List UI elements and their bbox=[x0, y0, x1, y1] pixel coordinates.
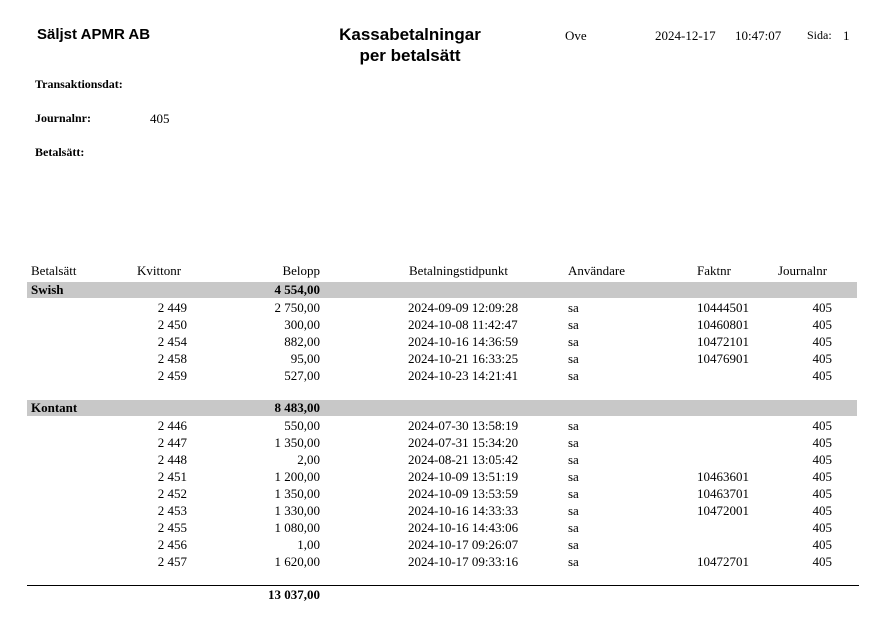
col-journal: Journalnr bbox=[778, 263, 828, 278]
table-row bbox=[0, 333, 894, 350]
payment-method-label: Betalsätt: bbox=[35, 145, 85, 159]
payment-timestamp: 2024-10-09 13:53:59 bbox=[408, 486, 519, 501]
invoice-number: 10476901 bbox=[697, 351, 749, 366]
payment-timestamp: 2024-09-09 12:09:28 bbox=[408, 300, 519, 315]
journal-number: 405 bbox=[812, 351, 832, 366]
journal-number: 405 bbox=[812, 334, 832, 349]
journal-number: 405 bbox=[812, 554, 832, 569]
invoice-number: 10472101 bbox=[697, 334, 749, 349]
user: sa bbox=[568, 317, 579, 332]
group-subtotal: 8 483,00 bbox=[274, 400, 320, 415]
user: sa bbox=[568, 537, 579, 552]
user: sa bbox=[568, 554, 579, 569]
report-date: 2024-12-17 bbox=[655, 28, 716, 43]
payment-timestamp: 2024-07-31 15:34:20 bbox=[408, 435, 519, 450]
payment-timestamp: 2024-10-08 11:42:47 bbox=[408, 317, 518, 332]
table-row bbox=[0, 502, 894, 519]
payment-timestamp: 2024-10-21 16:33:25 bbox=[408, 351, 519, 366]
journal-value: 405 bbox=[150, 111, 170, 126]
invoice-number: 10444501 bbox=[697, 300, 749, 315]
journal-number: 405 bbox=[812, 520, 832, 535]
total-rule bbox=[27, 585, 859, 586]
receipt-number: 2 455 bbox=[157, 520, 187, 535]
journal-number: 405 bbox=[812, 537, 832, 552]
journal-number: 405 bbox=[812, 452, 832, 467]
report-title-line1: Kassabetalningar bbox=[339, 25, 481, 44]
table-row bbox=[0, 367, 894, 384]
journal-number: 405 bbox=[812, 368, 832, 383]
amount: 2,00 bbox=[297, 452, 320, 467]
receipt-number: 2 447 bbox=[157, 435, 187, 450]
receipt-number: 2 453 bbox=[157, 503, 187, 518]
group-rows-kontant bbox=[0, 417, 894, 570]
group-name: Swish bbox=[31, 282, 64, 297]
payment-timestamp: 2024-07-30 13:58:19 bbox=[408, 418, 519, 433]
table-row bbox=[0, 434, 894, 451]
group-rows-swish bbox=[0, 299, 894, 384]
amount: 95,00 bbox=[290, 351, 320, 366]
journal-number: 405 bbox=[812, 300, 832, 315]
user: sa bbox=[568, 520, 579, 535]
table-row bbox=[0, 468, 894, 485]
receipt-number: 2 446 bbox=[157, 418, 187, 433]
journal-number: 405 bbox=[812, 486, 832, 501]
user: sa bbox=[568, 334, 579, 349]
amount: 1 330,00 bbox=[274, 503, 320, 518]
page-number: 1 bbox=[843, 28, 850, 43]
transaction-date-label: Transaktionsdat: bbox=[35, 77, 123, 91]
table-row bbox=[0, 485, 894, 502]
group-subtotal: 4 554,00 bbox=[274, 282, 320, 297]
user: sa bbox=[568, 351, 579, 366]
payment-timestamp: 2024-08-21 13:05:42 bbox=[408, 452, 519, 467]
table-row bbox=[0, 316, 894, 333]
payment-timestamp: 2024-10-16 14:43:06 bbox=[408, 520, 519, 535]
receipt-number: 2 448 bbox=[157, 452, 187, 467]
user: sa bbox=[568, 368, 579, 383]
amount: 1 080,00 bbox=[274, 520, 320, 535]
receipt-number: 2 452 bbox=[157, 486, 187, 501]
col-amount: Belopp bbox=[282, 263, 320, 278]
amount: 1,00 bbox=[297, 537, 320, 552]
payment-timestamp: 2024-10-17 09:26:07 bbox=[408, 537, 519, 552]
amount: 550,00 bbox=[284, 418, 320, 433]
company-name: Säljst APMR AB bbox=[37, 26, 151, 43]
receipt-number: 2 459 bbox=[157, 368, 187, 383]
amount: 1 620,00 bbox=[274, 554, 320, 569]
journal-label: Journalnr: bbox=[35, 111, 92, 125]
grand-total: 13 037,00 bbox=[268, 587, 320, 602]
payment-timestamp: 2024-10-23 14:21:41 bbox=[408, 368, 519, 383]
amount: 2 750,00 bbox=[274, 300, 320, 315]
table-row bbox=[0, 536, 894, 553]
amount: 1 350,00 bbox=[274, 486, 320, 501]
payment-timestamp: 2024-10-16 14:33:33 bbox=[408, 503, 519, 518]
col-timestamp: Betalningstidpunkt bbox=[409, 263, 508, 278]
user: sa bbox=[568, 469, 579, 484]
amount: 300,00 bbox=[284, 317, 320, 332]
page-label: Sida: bbox=[807, 28, 832, 42]
invoice-number: 10460801 bbox=[697, 317, 749, 332]
journal-number: 405 bbox=[812, 435, 832, 450]
amount: 882,00 bbox=[284, 334, 320, 349]
table-row bbox=[0, 519, 894, 536]
table-row bbox=[0, 299, 894, 316]
table-row bbox=[0, 451, 894, 468]
receipt-number: 2 456 bbox=[157, 537, 187, 552]
receipt-number: 2 451 bbox=[157, 469, 187, 484]
receipt-number: 2 450 bbox=[157, 317, 187, 332]
col-invoice: Faktnr bbox=[697, 263, 731, 278]
user: sa bbox=[568, 435, 579, 450]
journal-number: 405 bbox=[812, 469, 832, 484]
user: sa bbox=[568, 300, 579, 315]
journal-number: 405 bbox=[812, 418, 832, 433]
journal-number: 405 bbox=[812, 317, 832, 332]
col-method: Betalsätt bbox=[31, 263, 77, 278]
payment-timestamp: 2024-10-17 09:33:16 bbox=[408, 554, 519, 569]
report-time: 10:47:07 bbox=[735, 28, 782, 43]
group-band-kontant bbox=[27, 400, 857, 416]
table-row bbox=[0, 350, 894, 367]
receipt-number: 2 458 bbox=[157, 351, 187, 366]
report-user: Ove bbox=[565, 28, 587, 43]
journal-number: 405 bbox=[812, 503, 832, 518]
payment-timestamp: 2024-10-09 13:51:19 bbox=[408, 469, 519, 484]
user: sa bbox=[568, 452, 579, 467]
invoice-number: 10472001 bbox=[697, 503, 749, 518]
invoice-number: 10463701 bbox=[697, 486, 749, 501]
receipt-number: 2 457 bbox=[157, 554, 187, 569]
amount: 1 350,00 bbox=[274, 435, 320, 450]
invoice-number: 10472701 bbox=[697, 554, 749, 569]
col-user: Användare bbox=[568, 263, 626, 278]
user: sa bbox=[568, 503, 579, 518]
user: sa bbox=[568, 486, 579, 501]
receipt-number: 2 449 bbox=[157, 300, 187, 315]
invoice-number: 10463601 bbox=[697, 469, 749, 484]
group-name: Kontant bbox=[31, 400, 78, 415]
user: sa bbox=[568, 418, 579, 433]
amount: 527,00 bbox=[284, 368, 320, 383]
payment-timestamp: 2024-10-16 14:36:59 bbox=[408, 334, 519, 349]
report-title-line2: per betalsätt bbox=[359, 46, 461, 65]
table-row bbox=[0, 553, 894, 570]
receipt-number: 2 454 bbox=[157, 334, 187, 349]
table-row bbox=[0, 417, 894, 434]
amount: 1 200,00 bbox=[274, 469, 320, 484]
group-band-swish bbox=[27, 282, 857, 298]
col-receipt: Kvittonr bbox=[137, 263, 182, 278]
